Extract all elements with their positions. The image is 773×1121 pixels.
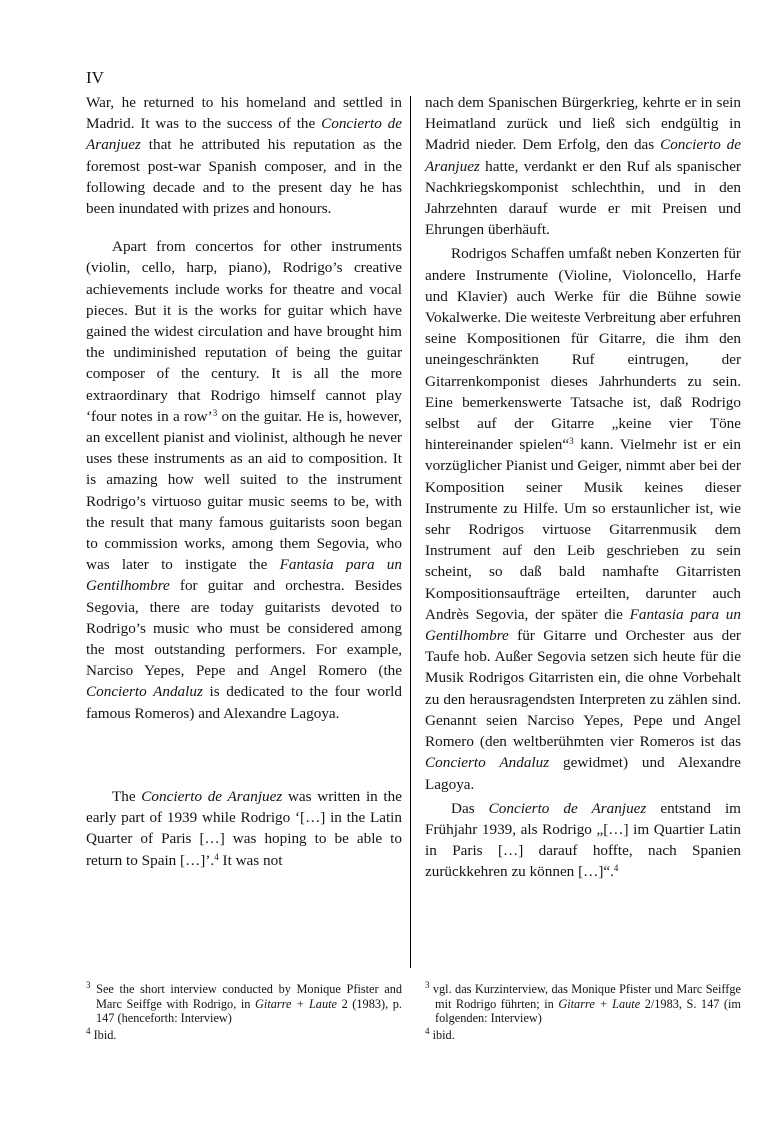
german-paragraph-2: Rodrigos Schaffen umfaßt neben Konzerten für andere Instrumente (Violine, Violoncello, Harfe und Klavier) auch Werke für die Bühne sowie Vokalwerke. Die weiteste Verbreitung aber erfuhren seine Kompositionen für Gitarre, die ihm den uneingeschränkten Ruf eintrugen, der Gitarrenkomponist dieses Jahrhunderts zu sein. Eine bemerkenswerte Tatsache ist, daß Rodrigo selbst auf der Gitarre „keine vier Töne hintereinander spielen“$^3$ kann. Vielmehr ist er ein vorzüglicher Pianist und Geiger, nimmt aber bei der Komposition seiner Musik keines dieser Instrumente zu Hilfe. Um so erstaunlicher ist, wie sehr Rodrigos virtuose Gitarrenmusik dem Instrument auf den Leib geschrieben zu sein scheint, so daß bald namhafte Gitarristen Kompositionsaufträge erteilten, darunter auch Andrès Segovia, der später die Fantasia para un Gentilhombre für Gitarre und Orchester aus der Taufe hob. Außer Segovia setzen sich heute für die Musik Rodrigos Gitarristen ein, die ohne Vorbehalt zu den herausragendsten Interpreten zu zählen sind. Genannt seien Narciso Yepes, Pepe und Angel Romero (den weltberühmten vier Romeros ist das Concierto Andaluz gewidmet) und Alexandre Lagoya. bbox=[425, 245, 741, 793]
english-paragraph-2: Apart from concertos for other instruments (violin, cello, harp, piano), Rodrigo’s creative achievements include works for theatre and vocal pieces. But it is the works for guitar which have gained the widest circulation and have brought him the undiminished reputation of being the guitar composer of the century. It is all the more extraordinary that Rodrigo himself cannot play ‘four notes in a row’$^3$ on the guitar. He is, however, an excellent pianist and violinist, although he never uses these instruments as an aid to composition. It is amazing how well suited to the instrument Rodrigo’s virtuoso guitar music seems to be, with the result that many famous guitarists soon began to commission works, among them Segovia, who was later to instigate the Fantasia para un Gentilhombre for guitar and orchestra. Besides Segovia, there are today guitarists devoted to Rodrigo’s music who must be considered among the most outstanding performers. For example, Narciso Yepes, Pepe and Angel Romero (the Concierto Andaluz is dedicated to the four world famous Romeros) and Alexandre Lagoya. bbox=[86, 238, 402, 722]
work-title: Concierto de Aranjuez bbox=[425, 136, 741, 175]
work-title: Concierto de Aranjuez bbox=[488, 799, 647, 817]
work-title: Concierto Andaluz bbox=[86, 683, 203, 701]
english-paragraph-1: War, he returned to his homeland and settled in Madrid. It was to the success of the Concierto de Aranjuez that he attributed his reputation as the foremost post-war Spanish composer, and in the following decade and to the present day he has been inundated with prizes and honours. bbox=[86, 94, 402, 218]
work-title: Fantasia para un Gentilhombre bbox=[425, 605, 741, 645]
english-paragraph-3: The Concierto de Aranjuez was written in the early part of 1939 while Rodrigo ‘[…] in the Latin Quarter of Paris […] was hoping to be able to return to Spain […]’.$^4$ It was not bbox=[86, 787, 402, 869]
work-title: Concierto Andaluz bbox=[425, 754, 550, 772]
english-footnotes bbox=[86, 982, 402, 1042]
german-paragraph-1: nach dem Spanischen Bürgerkrieg, kehrte er in sein Heimatland zurück und ließ sich endgültig in Madrid nieder. Dem Erfolg, den das Concierto de Aranjuez hatte, verdankt er den Ruf als spanischer Nachkriegskomponist schlechthin, und in den Jahrzehnten darauf wurde er mit Preisen und Ehrungen überhäuft. bbox=[425, 94, 741, 239]
footnote-ref-3: 3 bbox=[569, 436, 574, 447]
work-title: Concierto de Aranjuez bbox=[86, 115, 402, 154]
german-column bbox=[425, 92, 741, 883]
work-title: Concierto de Aranjuez bbox=[141, 787, 283, 805]
footnote-4: $^4$ Ibid. bbox=[86, 1025, 117, 1042]
german-footnotes bbox=[425, 982, 741, 1042]
english-column bbox=[86, 92, 402, 871]
footnote-3: $^3$ vgl. das Kurzinterview, das Monique Pfister und Marc Seiffge mit Rodrigo führten; in Gitarre + Laute 2/1983, S. 147 (im folgenden: Interview) bbox=[425, 980, 741, 1026]
page-number: IV bbox=[86, 68, 104, 87]
footnote-ref-3: 3 bbox=[212, 407, 218, 418]
footnote-ref-4: 4 bbox=[214, 851, 219, 862]
footnote-3: $^3$ See the short interview conducted by Monique Pfister and Marc Seiffge with Rodrigo, in Gitarre + Laute 2 (1983), p. 147 (henceforth: Interview) bbox=[86, 980, 402, 1026]
german-paragraph-3: Das Concierto de Aranjuez entstand im Frühjahr 1939, als Rodrigo „[…] im Quartier Latin in Paris […] darauf hoffte, nach Spanien zurückkehren zu können […]“.$^4$ bbox=[425, 799, 741, 881]
footnote-ref-4: 4 bbox=[613, 863, 619, 874]
footnote-4: $^4$ ibid. bbox=[425, 1025, 455, 1042]
column-divider bbox=[410, 96, 411, 968]
work-title: Fantasia para un Gentilhombre bbox=[86, 556, 402, 595]
